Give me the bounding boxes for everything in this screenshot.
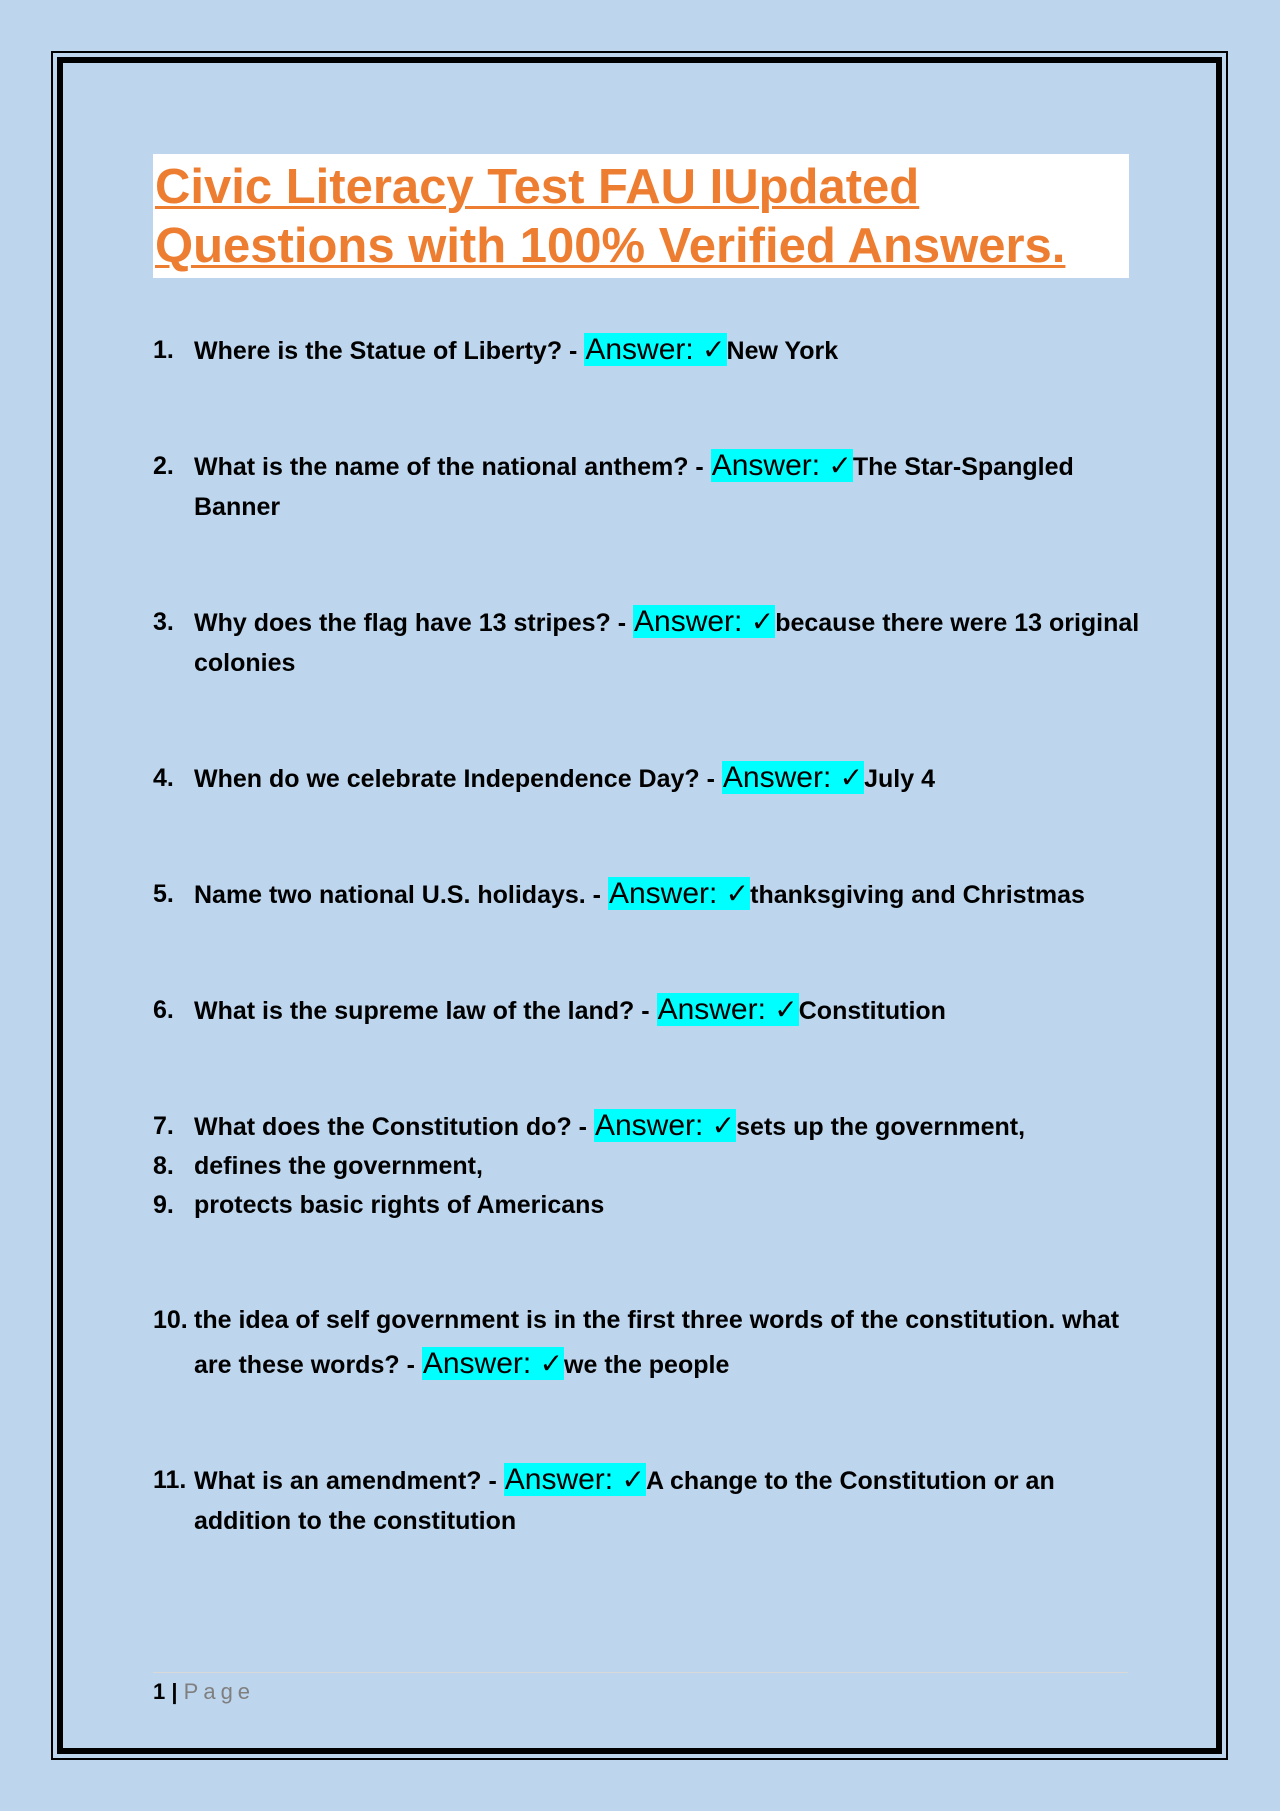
checkmark-icon: ✓ — [828, 450, 852, 481]
item-number: 4. — [153, 764, 174, 792]
answer-label: Answer: ✓ — [594, 1109, 736, 1142]
answer-text: Constitution — [798, 997, 946, 1025]
answer-text: A change to the Constitution or an addition to the constitution — [194, 1467, 1055, 1535]
checkmark-icon: ✓ — [750, 606, 775, 637]
answer-text: we the people — [564, 1351, 730, 1379]
page-title: Civic Literacy Test FAU IUpdated Questions with 100% Verified Answers. — [155, 160, 1066, 273]
list-item — [153, 1185, 604, 1225]
item-number: 10. — [153, 1306, 188, 1334]
question-item — [153, 758, 935, 799]
page-label: Page — [183, 1679, 256, 1704]
question-item — [153, 446, 1143, 527]
checkmark-icon: ✓ — [774, 994, 798, 1025]
question-text: What is an amendment? - — [194, 1467, 504, 1495]
answer-text: July 4 — [864, 765, 935, 793]
answer-label: Answer: ✓ — [722, 761, 864, 794]
checkmark-icon: ✓ — [839, 762, 864, 793]
question-text: the idea of self government is in the first three words of the constitution. what are these words? - — [194, 1306, 1120, 1379]
page-footer — [153, 1679, 255, 1705]
item-number: 5. — [153, 880, 174, 908]
answer-label: Answer: ✓ — [634, 605, 775, 638]
checkmark-icon: ✓ — [621, 1464, 645, 1495]
title-block — [153, 154, 1129, 278]
question-item — [153, 874, 1085, 915]
list-item — [153, 1146, 483, 1186]
item-number: 6. — [153, 996, 174, 1024]
question-text: When do we celebrate Independence Day? - — [194, 765, 722, 793]
answer-label: Answer: ✓ — [608, 877, 750, 910]
item-number: 9. — [153, 1191, 174, 1219]
answer-label: Answer: ✓ — [504, 1463, 645, 1496]
item-number: 2. — [153, 452, 174, 480]
item-number: 8. — [153, 1152, 174, 1180]
item-number: 11. — [153, 1466, 187, 1494]
answer-text: The Star-Spangled Banner — [194, 453, 1074, 521]
item-text: defines the government, — [194, 1152, 483, 1180]
answer-text: sets up the government, — [736, 1113, 1026, 1141]
question-text: Where is the Statue of Liberty? - — [194, 337, 585, 365]
answer-label: Answer: ✓ — [657, 993, 798, 1026]
question-text: Name two national U.S. holidays. - — [194, 881, 608, 909]
question-item — [153, 1460, 1143, 1541]
answer-text: because there were 13 original colonies — [194, 609, 1140, 677]
checkmark-icon: ✓ — [725, 878, 750, 909]
question-text: What is the name of the national anthem? - — [194, 453, 711, 481]
answer-text: New York — [726, 337, 839, 365]
question-item — [153, 1106, 1025, 1147]
item-number: 3. — [153, 608, 174, 636]
question-item — [153, 330, 838, 371]
answer-label: Answer: ✓ — [585, 333, 726, 366]
item-text: protects basic rights of Americans — [194, 1191, 605, 1219]
checkmark-icon: ✓ — [702, 334, 726, 365]
footer-separator: | — [171, 1679, 178, 1704]
question-item — [153, 602, 1143, 683]
question-text: What is the supreme law of the land? - — [194, 997, 657, 1025]
footer-divider — [153, 1672, 1128, 1673]
item-number: 1. — [153, 336, 174, 364]
question-text: Why does the flag have 13 stripes? - — [194, 609, 634, 637]
question-item — [153, 990, 946, 1031]
checkmark-icon: ✓ — [539, 1348, 564, 1379]
answer-label: Answer: ✓ — [422, 1347, 564, 1380]
question-text: What does the Constitution do? - — [194, 1113, 594, 1141]
checkmark-icon: ✓ — [711, 1110, 736, 1141]
question-item — [153, 1299, 1143, 1387]
answer-label: Answer: ✓ — [711, 449, 852, 482]
answer-text: thanksgiving and Christmas — [750, 881, 1085, 909]
item-number: 7. — [153, 1112, 174, 1140]
page-number: 1 — [153, 1679, 166, 1704]
